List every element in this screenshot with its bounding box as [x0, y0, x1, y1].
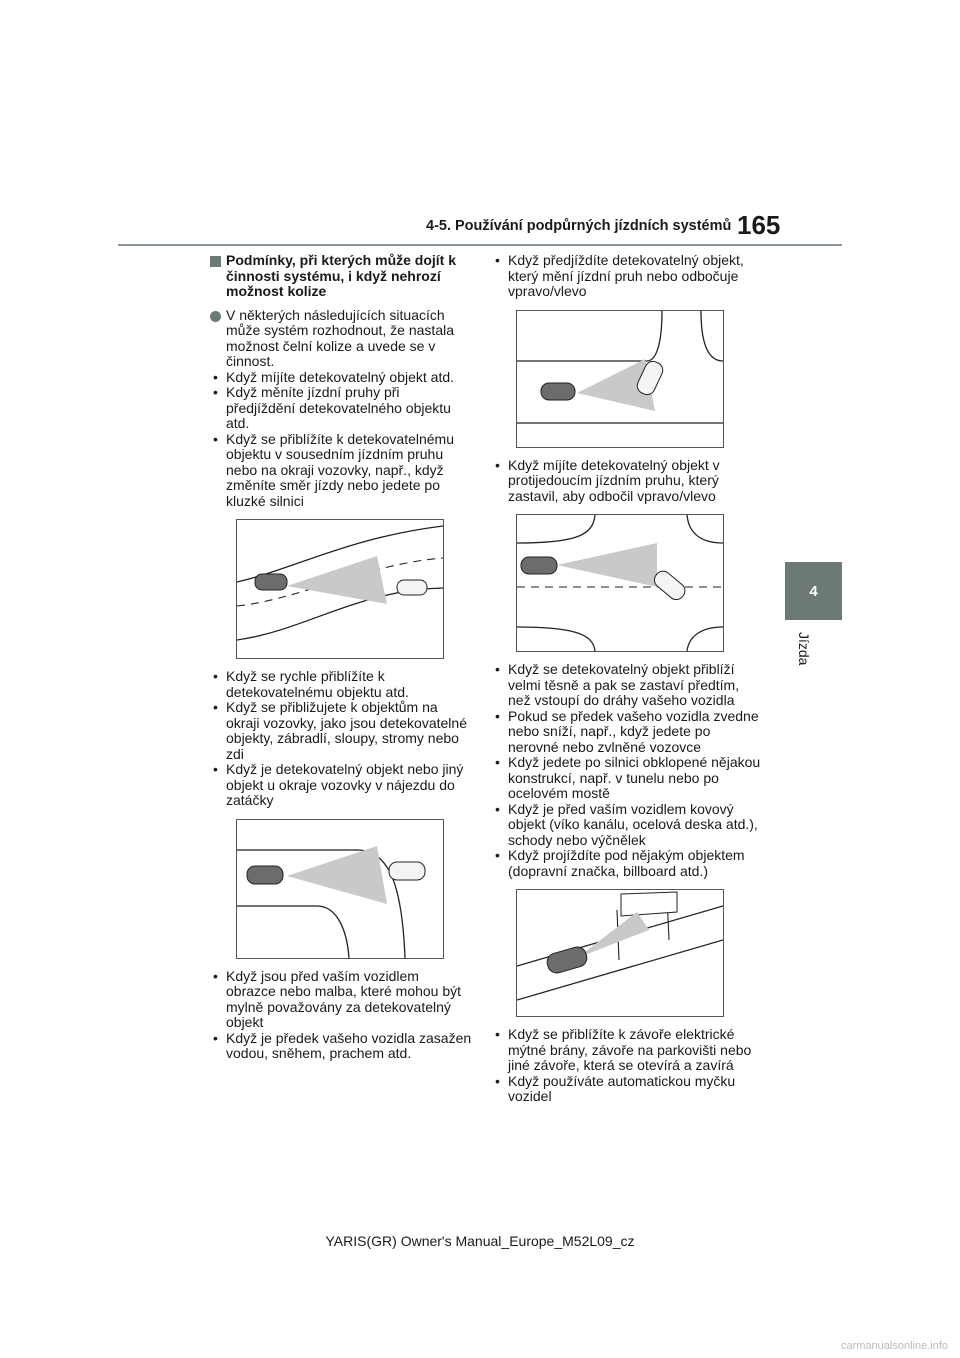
- left-column: [210, 253, 472, 1062]
- list-item: • Když jsou před vaším vozidlem obrazce nebo malba, které mohou být mylně považovány za detekovatelný objekt: [213, 967, 462, 1030]
- list-item: • Když se rychle přiblížíte k detekovatelnému objektu atd.: [213, 668, 409, 700]
- illustration-overtaking-turning: [516, 310, 724, 448]
- illustration-overhead-sign: [516, 889, 724, 1017]
- list-item: • Když měníte jízdní pruhy při předjíždění detekovatelného objektu atd.: [213, 384, 451, 431]
- section-heading: [210, 253, 472, 300]
- illustration-oncoming-turning: [516, 514, 724, 652]
- list-item: • Pokud se předek vašeho vozidla zvedne nebo sníží, např., když jedete po nerovné nebo zvlněné vozovce: [495, 707, 759, 755]
- list-item: • Když je detekovatelný objekt nebo jiný objekt u okraje vozovky v nájezdu do zatáčky: [213, 761, 464, 808]
- bullet-list: [210, 669, 472, 809]
- list-item: • Když se přiblížíte k závoře elektrické mýtné brány, závoře na parkovišti nebo jiné závoře, která se otevírá a zavírá: [495, 1026, 752, 1073]
- chapter-label-box: [790, 632, 840, 672]
- chapter-number: 4: [809, 582, 818, 600]
- chapter-tab: [785, 562, 842, 620]
- watermark: carmanualsonline.info: [840, 1340, 948, 1352]
- illustration-curve-entry: [236, 819, 444, 959]
- chapter-label: Jízda: [796, 632, 812, 666]
- list-item: • Když míjíte detekovatelný objekt atd.: [213, 368, 455, 385]
- page-number: 165: [737, 210, 781, 240]
- bullet-list: [492, 253, 764, 300]
- list-item: • Když je předek vašeho vozidla zasažen vodou, sněhem, prachem atd.: [213, 1029, 472, 1061]
- list-item: • Když projíždíte pod nějakým objektem (dopravní značka, billboard atd.): [495, 847, 745, 879]
- illustration-curved-road: [236, 519, 444, 659]
- bullet-list: [210, 969, 472, 1062]
- list-item: • Když se detekovatelný objekt přiblíží velmi těsně a pak se zastaví předtím, než vstoupí do dráhy vašeho vozidla: [495, 661, 740, 708]
- list-item: • Když jedete po silnici obklopené nějakou konstrukcí, např. v tunelu nebo po ocelovém mostě: [495, 754, 761, 801]
- square-bullet-icon: [210, 256, 221, 267]
- intro-paragraph: [210, 308, 472, 370]
- list-item: • Když míjíte detekovatelný objekt v protijedoucím jízdním pruhu, který zastavil, aby odbočil vpravo/vlevo: [495, 456, 720, 504]
- bullet-list: [492, 458, 764, 505]
- list-item: • Když předjíždíte detekovatelný objekt, který mění jízdní pruh nebo odbočuje vpravo/vlevo: [495, 252, 744, 299]
- right-column: [492, 253, 764, 1105]
- bullet-list: [210, 370, 472, 510]
- bullet-list: [492, 662, 764, 879]
- list-item: • Když se přibližujete k objektům na okraji vozovky, jako jsou detekovatelné objekty, zábradlí, sloupy, stromy nebo zdi: [213, 699, 467, 762]
- list-item: • Když používáte automatickou myčku vozidel: [495, 1072, 736, 1104]
- list-item: • Když je před vaším vozidlem kovový objekt (víko kanálu, ocelová deska atd.), schody nebo výčnělek: [495, 800, 758, 848]
- list-item: • Když se přiblížíte k detekovatelnému objektu v sousedním jízdním pruhu nebo na okraji vozovky, např., když změníte směr jízdy nebo jedete po kluzké silnici: [213, 430, 455, 509]
- intro-text: V některých následujících situacích může systém rozhodnout, že nastala možnost čelní kolize a uvede se v činnost.: [226, 306, 455, 369]
- section-title: 4-5. Používání podpůrných jízdních systémů: [426, 218, 732, 234]
- page-footer: YARIS(GR) Owner's Manual_Europe_M52L09_cz: [325, 1233, 635, 1249]
- circle-bullet-icon: [210, 311, 221, 322]
- header-divider: [118, 244, 842, 246]
- heading-text: Podmínky, při kterých může dojít k činnosti systému, i když nehrozí možnost kolize: [226, 252, 457, 299]
- bullet-list: [492, 1027, 764, 1105]
